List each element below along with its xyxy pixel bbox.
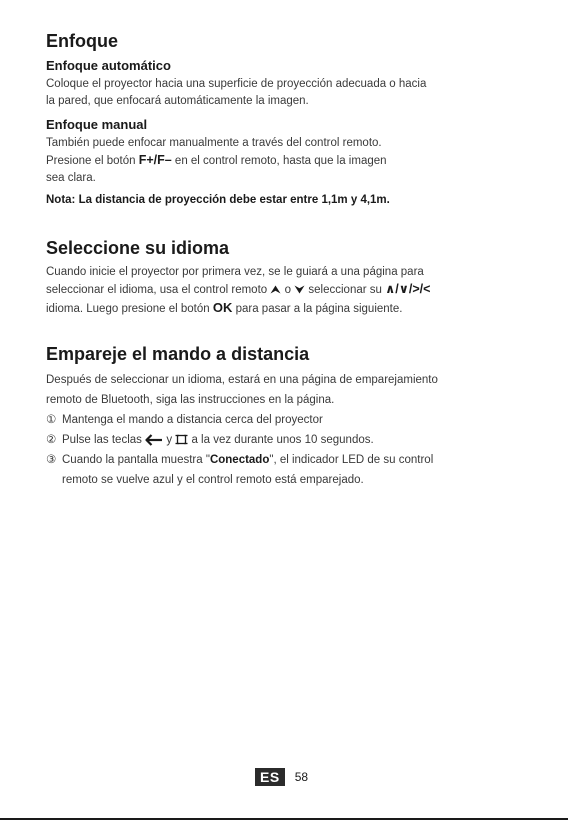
- menu-key-icon: [175, 433, 188, 446]
- ok-key-label: OK: [212, 300, 233, 315]
- manual-focus-title: Enfoque manual: [46, 117, 148, 132]
- connected-label: Conectado: [209, 454, 270, 466]
- language-title: Seleccione su idioma: [46, 238, 230, 258]
- down-arrow-icon: [294, 285, 305, 294]
- language-line-2a: seleccionar el idioma, usa el control remoto: [46, 284, 268, 296]
- language-line-3b: para pasar a la página siguiente.: [235, 303, 403, 315]
- manual-focus-line-2a: Presione el botón: [46, 155, 136, 167]
- step-number: ②: [46, 434, 57, 446]
- manual-focus-line-2b: en el control remoto, hasta que la imagen: [174, 155, 387, 167]
- up-arrow-icon: [270, 285, 281, 294]
- auto-focus-text: [46, 76, 526, 110]
- step-text-y: y: [166, 434, 173, 446]
- page-footer: [255, 768, 308, 786]
- pairing-steps: [46, 410, 526, 490]
- language-line-3a: idioma. Luego presione el botón: [46, 303, 210, 315]
- pairing-title: Empareje el mando a distancia: [46, 344, 310, 364]
- auto-focus-title: Enfoque automático: [46, 58, 171, 73]
- language-line-2: [46, 281, 526, 299]
- pairing-step-3: [46, 450, 526, 490]
- page-number: 58: [294, 770, 309, 784]
- step-text-a: Cuando la pantalla muestra ": [62, 454, 210, 466]
- language-text: [46, 264, 526, 318]
- pairing-line-1: Después de seleccionar un idioma, estará en una página de emparejamiento: [46, 374, 438, 386]
- pairing-step-1: [46, 410, 526, 430]
- step-number: ③: [46, 454, 57, 466]
- language-line-1: Cuando inicie el proyector por primera vez, se le guiará a una página para: [46, 266, 424, 278]
- auto-focus-line-2: la pared, que enfocará automáticamente la imagen.: [46, 95, 309, 107]
- step-text-b: ", el indicador LED de su control: [269, 454, 434, 466]
- back-arrow-icon: [145, 434, 163, 446]
- manual-focus-line-2: [46, 152, 526, 170]
- auto-focus-line-1: Coloque el proyector hacia una superficie de proyección adecuada o hacia: [46, 78, 427, 90]
- step-text-c: remoto se vuelve azul y el control remoto está emparejado.: [62, 474, 364, 486]
- direction-keys-label: ∧/∨/>/<: [385, 282, 431, 296]
- step-text-a: Pulse las teclas: [62, 434, 142, 446]
- manual-focus-line-1: También puede enfocar manualmente a través del control remoto.: [46, 137, 382, 149]
- step-text: Mantenga el mando a distancia cerca del proyector: [62, 414, 323, 426]
- language-badge: ES: [255, 768, 285, 786]
- language-line-3: [46, 299, 526, 318]
- step-number: ①: [46, 414, 57, 426]
- manual-focus-line-3: sea clara.: [46, 172, 96, 184]
- focus-key-label: F+/F–: [138, 153, 172, 167]
- focus-title: Enfoque: [46, 31, 118, 51]
- step-text-b: a la vez durante unos 10 segundos.: [191, 434, 374, 446]
- manual-focus-text: [46, 135, 526, 187]
- language-line-2b: seleccionar su: [308, 284, 382, 296]
- pairing-text: [46, 370, 526, 410]
- pairing-line-2: remoto de Bluetooth, siga las instrucciones en la página.: [46, 394, 335, 406]
- distance-note: Nota: La distancia de proyección debe estar entre 1,1m y 4,1m.: [46, 194, 390, 206]
- language-line-2-or: o: [284, 284, 291, 296]
- pairing-step-2: [46, 430, 526, 450]
